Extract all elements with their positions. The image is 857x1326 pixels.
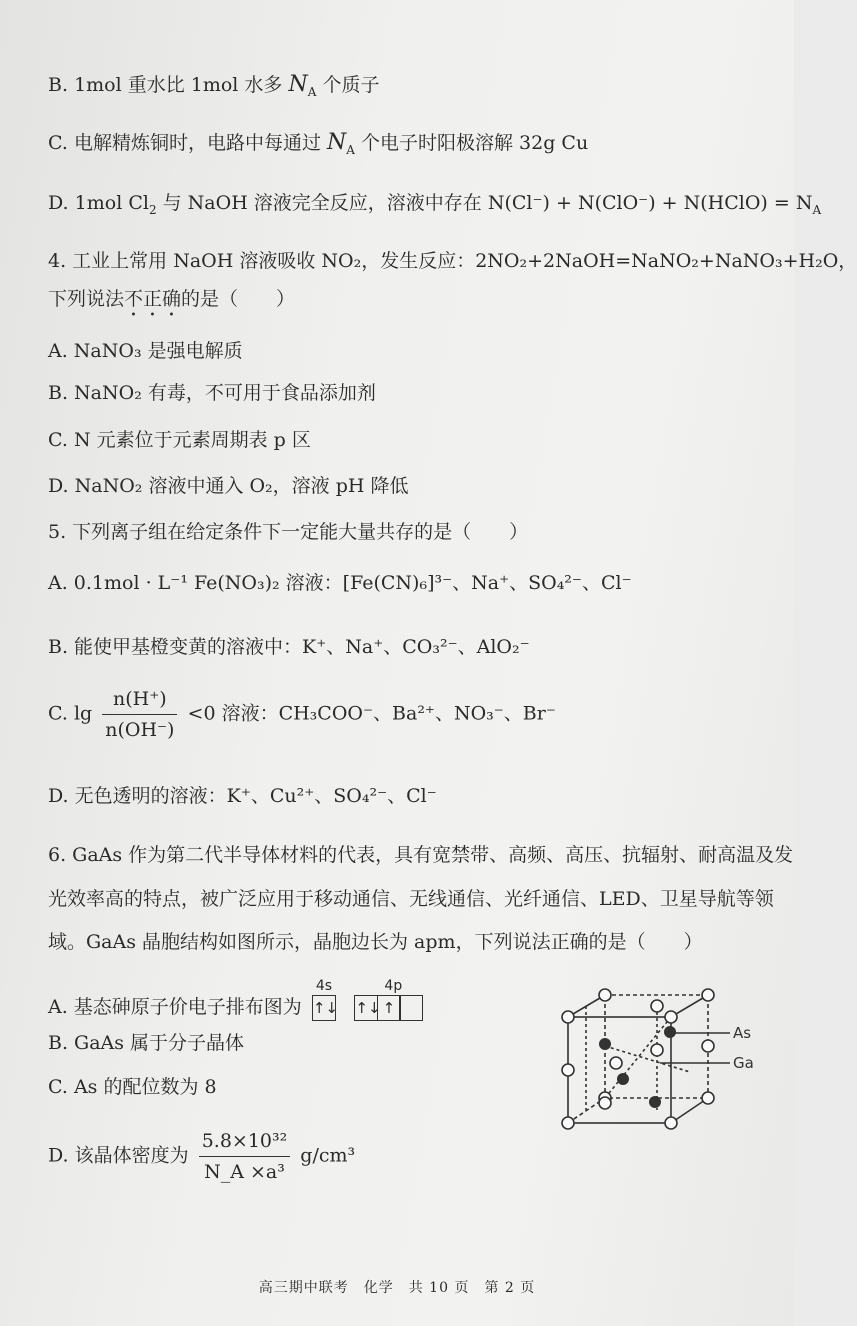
q4-stem-line2: 下列说法不正确的是（ ） [48, 288, 296, 310]
page-footer: 高三期中联考 化学 共 10 页 第 2 页 [258, 1280, 536, 1296]
legend-ga-label: Ga [733, 1054, 754, 1072]
q3-option-d: D. 1mol $Cl_2$ 与 NaOH 溶液完全反应，溶液中存在 N(Cl⁻) + N(ClO⁻) + N(HClO) = $N_A$ [48, 192, 822, 217]
q5-option-b: B. 能使甲基橙变黄的溶液中：K⁺、Na⁺、CO₃²⁻、AlO₂⁻ [48, 636, 530, 658]
q6-option-c: C. As 的配位数为 8 [48, 1076, 217, 1098]
q4-option-a: A. NaNO₃ 是强电解质 [48, 340, 243, 362]
q5-option-a: A. 0.1mol · L⁻¹ Fe(NO₃)₂ 溶液：[Fe(CN)₆]³⁻、Na⁺、SO₄²⁻、Cl⁻ [48, 572, 632, 594]
orbital-diagram-4s: 4s ↑↓ [312, 995, 335, 1021]
q6-stem-line3: 域。GaAs 晶胞结构如图所示，晶胞边长为 apm，下列说法正确的是（ ） [48, 931, 703, 953]
orbital-diagram-4p: 4p ↑↓ ↑ [354, 995, 422, 1021]
q6-option-b: B. GaAs 属于分子晶体 [48, 1032, 245, 1054]
density-fraction: $\frac{\text{5.8×10³²}}{\text{N\_A ×a³}}$ [199, 1128, 291, 1185]
q4-option-b: B. NaNO₂ 有毒，不可用于食品添加剂 [48, 382, 376, 404]
gaas-unit-cell-diagram [550, 980, 770, 1140]
q3-option-c: C. 电解精炼铜时，电路中每通过 $N_A$ 个电子时阳极溶解 32g Cu [48, 130, 589, 157]
q6-stem-line1: 6. GaAs 作为第二代半导体材料的代表，具有宽禁带、高频、高压、抗辐射、耐高温及发 [48, 844, 794, 866]
q4-stem-line1: 4. 工业上常用 NaOH 溶液吸收 NO₂，发生反应：2NO₂+2NaOH=NaNO₂+NaNO₃+H₂O， [48, 250, 857, 272]
legend-as-label: As [733, 1024, 752, 1042]
q4-option-d: D. NaNO₂ 溶液中通入 O₂，溶液 pH 降低 [48, 475, 409, 497]
q4-option-c: C. N 元素位于元素周期表 p 区 [48, 429, 311, 451]
q6-option-d: D. 该晶体密度为 $\frac{\text{5.8×10³²}}{\text{N\_A ×a³}}$ g/cm³ [48, 1130, 356, 1183]
q3-option-b: B. 1mol 重水比 1mol 水多 $N_A$ 个质子 [48, 72, 380, 99]
q6-stem-line2: 光效率高的特点，被广泛应用于移动通信、无线通信、光纤通信、LED、卫星导航等领 [48, 888, 774, 910]
q6-option-a: A. 基态砷原子价电子排布图为 4s ↑↓ 4p ↑↓ ↑ [48, 994, 422, 1021]
q5-stem: 5. 下列离子组在给定条件下一定能大量共存的是（ ） [48, 521, 529, 543]
ph-fraction: $\frac{n(H^+)}{n(OH^-)}$ [102, 686, 177, 743]
q5-option-c: C. lg $\frac{n(H^+)}{n(OH^-)}$ <0 溶液：CH₃COO⁻、Ba²⁺、NO₃⁻、Br⁻ [48, 688, 556, 741]
q5-option-d: D. 无色透明的溶液：K⁺、Cu²⁺、SO₄²⁻、Cl⁻ [48, 785, 437, 807]
